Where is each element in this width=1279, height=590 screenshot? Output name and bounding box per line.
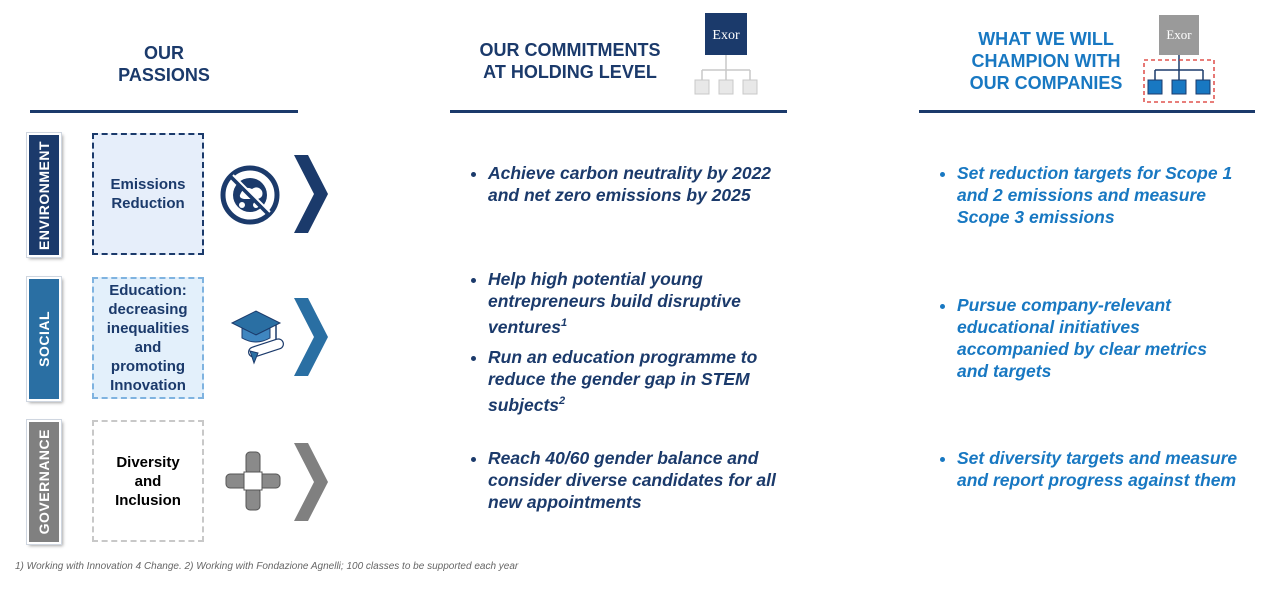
social-champion-item: • Pursue company-relevant educational initiatives accompanied by clear metrics and targets [957,294,1239,382]
social-tab [27,277,61,401]
joined-hands-icon [224,450,282,512]
commitments-rule [450,110,787,113]
commitments-header-line1: OUR COMMITMENTS [479,40,661,60]
graduation-cap-icon [228,303,290,365]
commitments-header-line2: AT HOLDING LEVEL [483,62,657,82]
no-pollution-icon [220,165,280,225]
governance-champion-item: • Set diversity targets and measure and report progress against them [957,447,1239,491]
environment-champion-item: • Set reduction targets for Scope 1 and 2 emissions and measure Scope 3 emissions [957,162,1259,228]
social-commitments [470,268,780,424]
footnote-ref: 2 [559,394,566,407]
passions-header-line1: OUR [144,43,184,63]
companies-org-chart-icon [1140,12,1220,107]
environment-tab [27,133,61,257]
champion-rule [919,110,1255,113]
chevron-right-icon-navy [294,155,328,233]
footnote-ref: 1 [560,317,568,329]
environment-commitment-item: • Achieve carbon neutrality by 2022 and net zero emissions by 2025 [488,162,780,206]
diversity-label: Diversity and Inclusion [115,453,181,509]
governance-champion [939,447,1239,499]
champion-header-line3: OUR COMPANIES [969,73,1123,93]
social-commitment-item [488,346,780,416]
champion-header [946,28,1146,94]
emissions-reduction-label: Emissions Reduction [110,176,186,212]
environment-tab-label: ENVIRONMENT [36,140,52,250]
holding-org-chart-icon [690,10,762,100]
governance-commitments [470,447,780,521]
social-commitment-text: Help high potential young entrepreneurs build disruptive ventures [488,269,741,337]
education-box [92,277,204,399]
passions-rule [30,110,298,113]
passions-header-line2: PASSIONS [118,65,210,85]
champion-header-line2: CHAMPION WITH [971,51,1121,71]
social-commitment-text: Run an education programme to reduce the gender gap in STEM subjects [488,346,758,415]
education-label: Education: decreasing inequalities and promoting Innovation [106,282,190,394]
companies-logo-text: Exor [1166,27,1192,42]
passions-header [64,42,264,86]
diversity-box [92,420,204,542]
champion-header-line1: WHAT WE WILL [978,29,1114,49]
social-champion [939,294,1239,390]
chevron-right-icon-grey [294,443,328,521]
governance-commitment-item: • Reach 40/60 gender balance and consider diverse candidates for all new appointments [488,447,780,513]
governance-tab-label: GOVERNANCE [36,429,52,535]
social-tab-label: SOCIAL [36,311,52,367]
holding-logo-text: Exor [712,28,740,43]
governance-tab [27,420,61,544]
chevron-right-icon-blue [294,298,328,376]
environment-champion [939,162,1259,236]
environment-commitments [470,162,780,214]
footnote: 1) Working with Innovation 4 Change. 2) Working with Fondazione Agnelli; 100 classes to be supported each year [15,561,519,572]
commitments-header [460,39,680,83]
emissions-reduction-box [92,133,204,255]
social-commitment-item [488,268,780,338]
